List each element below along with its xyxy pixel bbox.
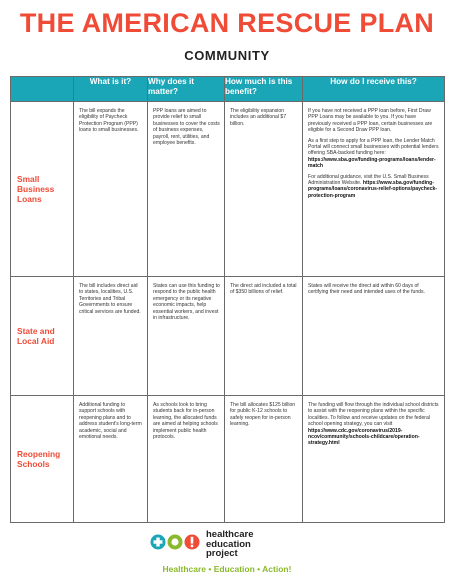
- logo-icons: [150, 532, 210, 552]
- cell-what: The bill includes direct aid to states, localities, U.S. Territories and Tribal Governments to ensure critical services are funded.: [74, 277, 148, 396]
- row-label-small-business: Small Business Loans: [11, 102, 74, 277]
- ppp-guidance-link[interactable]: https://www.sba.gov/funding-programs/loans/coronavirus-relief-options/paycheck-protection-program: [308, 180, 438, 199]
- cell-why: PPP loans are aimed to provide relief to small businesses to cover the costs of business expenses, payroll, rent, utilities, and employee benefits.: [148, 102, 225, 277]
- table-header-row: [11, 77, 445, 102]
- cell-how-much: The direct aid included a total of $350 billions of relief.: [225, 277, 303, 396]
- receive-paragraph: As a first step to apply for a PPP loan, the Lender Match Portal will connect small businesses with potential lenders offering SBA-backed funding here: https://www.sba.gov/funding-programs/loans/lender-match: [308, 137, 439, 170]
- header-what: What is it?: [74, 77, 148, 102]
- cell-what: The bill expands the eligibility of Paycheck Protection Program (PPP) loans to small businesses.: [74, 102, 148, 277]
- page-subtitle: COMMUNITY: [184, 48, 270, 63]
- row-label-state-local-aid: State and Local Aid: [11, 277, 74, 396]
- cell-how-receive: [303, 102, 445, 277]
- benefits-table: [10, 76, 445, 523]
- ring-icon: [168, 535, 183, 550]
- cell-how-receive: [303, 396, 445, 523]
- cell-why: States can use this funding to respond to the public health emergency or its negative economic impacts, help essential workers, and invest in infrastructure.: [148, 277, 225, 396]
- cell-how-much: The eligibility expansion includes an additional $7 billion.: [225, 102, 303, 277]
- header-how-receive: How do I receive this?: [303, 77, 445, 102]
- cell-why: As schools look to bring students back for in-person learning, the allocated funds are aimed at helping schools implement public health protocols.: [148, 396, 225, 523]
- table-row: [11, 102, 445, 277]
- cell-what: Additional funding to support schools with reopening plans and to address student's long-term academic, social and emotional needs.: [74, 396, 148, 523]
- row-label-reopening-schools: Reopening Schools: [11, 396, 74, 523]
- cell-how-receive: [303, 277, 445, 396]
- table-row: [11, 396, 445, 523]
- lender-match-link[interactable]: https://www.sba.gov/funding-programs/loans/lender-match: [308, 156, 436, 170]
- header-why: Why does it matter?: [148, 77, 225, 102]
- receive-paragraph: If you have not received a PPP loan before, First Draw PPP Loans may be available to you. If you have previously received a PPP loan, certain businesses are eligible for a Second Draw PPP loan.: [308, 108, 433, 134]
- cdc-schools-link[interactable]: https://www.cdc.gov/coronavirus/2019-ncov/community/schools-childcare/operation-strategy.html: [308, 427, 420, 447]
- header-blank-cell: [11, 77, 74, 102]
- receive-paragraph: States will receive the direct aid within 60 days of certifying their need and intended uses of the funds.: [308, 283, 425, 296]
- cell-how-much: The bill allocates $125 billion for public K-12 schools to safely reopen for in-person learning.: [225, 396, 303, 523]
- logo-wordmark: healthcare education project: [206, 529, 254, 559]
- footer: [0, 528, 454, 588]
- table-row: [11, 277, 445, 396]
- footer-tagline: Healthcare • Education • Action!: [162, 564, 292, 574]
- alert-icon: [185, 535, 200, 550]
- cross-icon: [151, 535, 166, 550]
- receive-paragraph: For additional guidance, visit the U.S. Small Business Administration Website. https://www.sba.gov/funding-programs/loans/coronavirus-relief-options/paycheck-protection-program: [308, 173, 438, 199]
- hep-logo: [150, 530, 310, 560]
- receive-paragraph: The funding will flow through the individual school districts to assist with the reopening plans within the specific localities. To follow and receive updates on the federal school opening strategy, you can visit https://www.cdc.gov/coronavirus/2019-ncov/community/schools-childcare/operation-strategy.html: [308, 402, 439, 447]
- header-how-much: How much is this benefit?: [225, 77, 303, 102]
- page-title: THE AMERICAN RESCUE PLAN: [19, 8, 435, 38]
